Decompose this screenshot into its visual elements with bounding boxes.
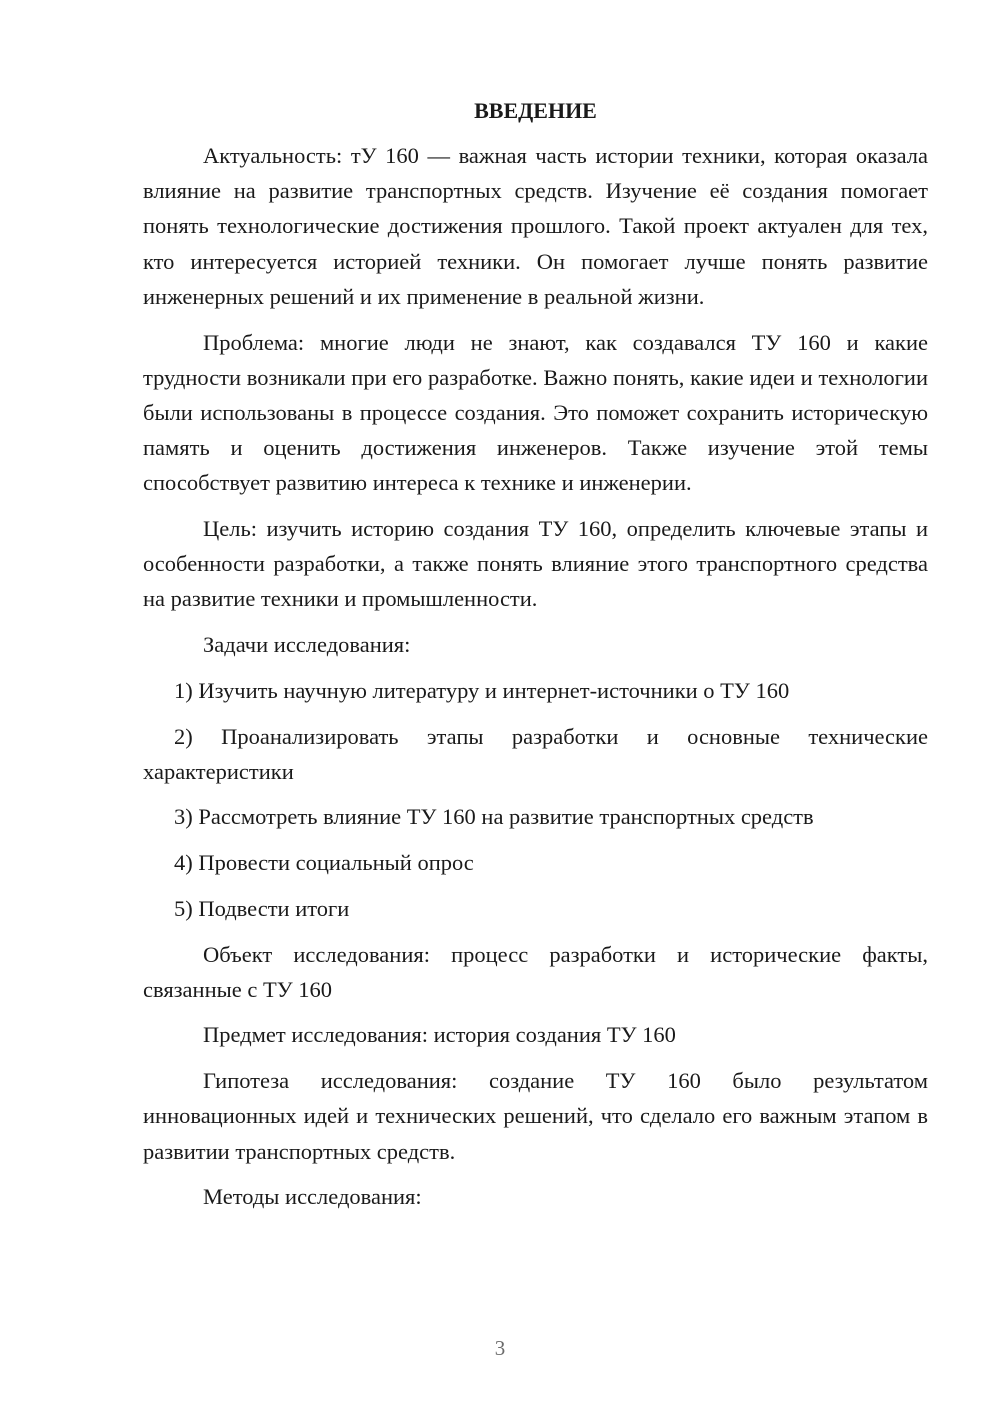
page-number: 3 (494, 1336, 506, 1360)
task-item-4: 4) Провести социальный опрос (174, 850, 474, 876)
page-content (143, 93, 928, 1225)
paragraph-subject: Предмет исследования: история создания ТУ 160 (203, 1022, 676, 1048)
paragraph-goal: Цель: изучить историю создания ТУ 160, определить ключевые этапы и особенности разработки, а также понять влияние этого транспортного средства на развитие техники и промышленности. (143, 516, 928, 612)
paragraph-problem: Проблема: многие люди не знают, как создавался ТУ 160 и какие трудности возникали при его разработке. Важно понять, какие идеи и технологии были использованы в процессе создания. Это поможет сохранить историческую память и оценить достижения инженеров. Также изучение этой темы способствует развитию интереса к технике и инженерии. (143, 329, 928, 496)
paragraph-hypothesis: Гипотеза исследования: создание ТУ 160 было результатом инновационных идей и технических решений, что сделало его важным этапом в развитии транспортных средств. (143, 1068, 928, 1164)
paragraph-relevance: Актуальность: тУ 160 — важная часть истории техники, которая оказала влияние на развитие транспортных средств. Изучение её создания помогает понять технологические достижения прошлого. Такой проект актуален для тех, кто интересуется историей техники. Он помогает лучше понять развитие инженерных решений и их применение в реальной жизни. (143, 143, 928, 309)
section-title: ВВЕДЕНИЕ (474, 98, 597, 123)
tasks-heading: Задачи исследования: (203, 632, 411, 658)
task-item-2: 2) Проанализировать этапы разработки и основные технические характеристики (143, 723, 928, 784)
methods-heading: Методы исследования: (203, 1184, 422, 1210)
task-item-5: 5) Подвести итоги (174, 895, 350, 921)
paragraph-object: Объект исследования: процесс разработки и исторические факты, связанные с ТУ 160 (143, 941, 928, 1002)
task-item-3: 3) Рассмотреть влияние ТУ 160 на развитие транспортных средств (174, 804, 814, 830)
task-item-1: 1) Изучить научную литературу и интернет-источники о ТУ 160 (174, 677, 790, 703)
